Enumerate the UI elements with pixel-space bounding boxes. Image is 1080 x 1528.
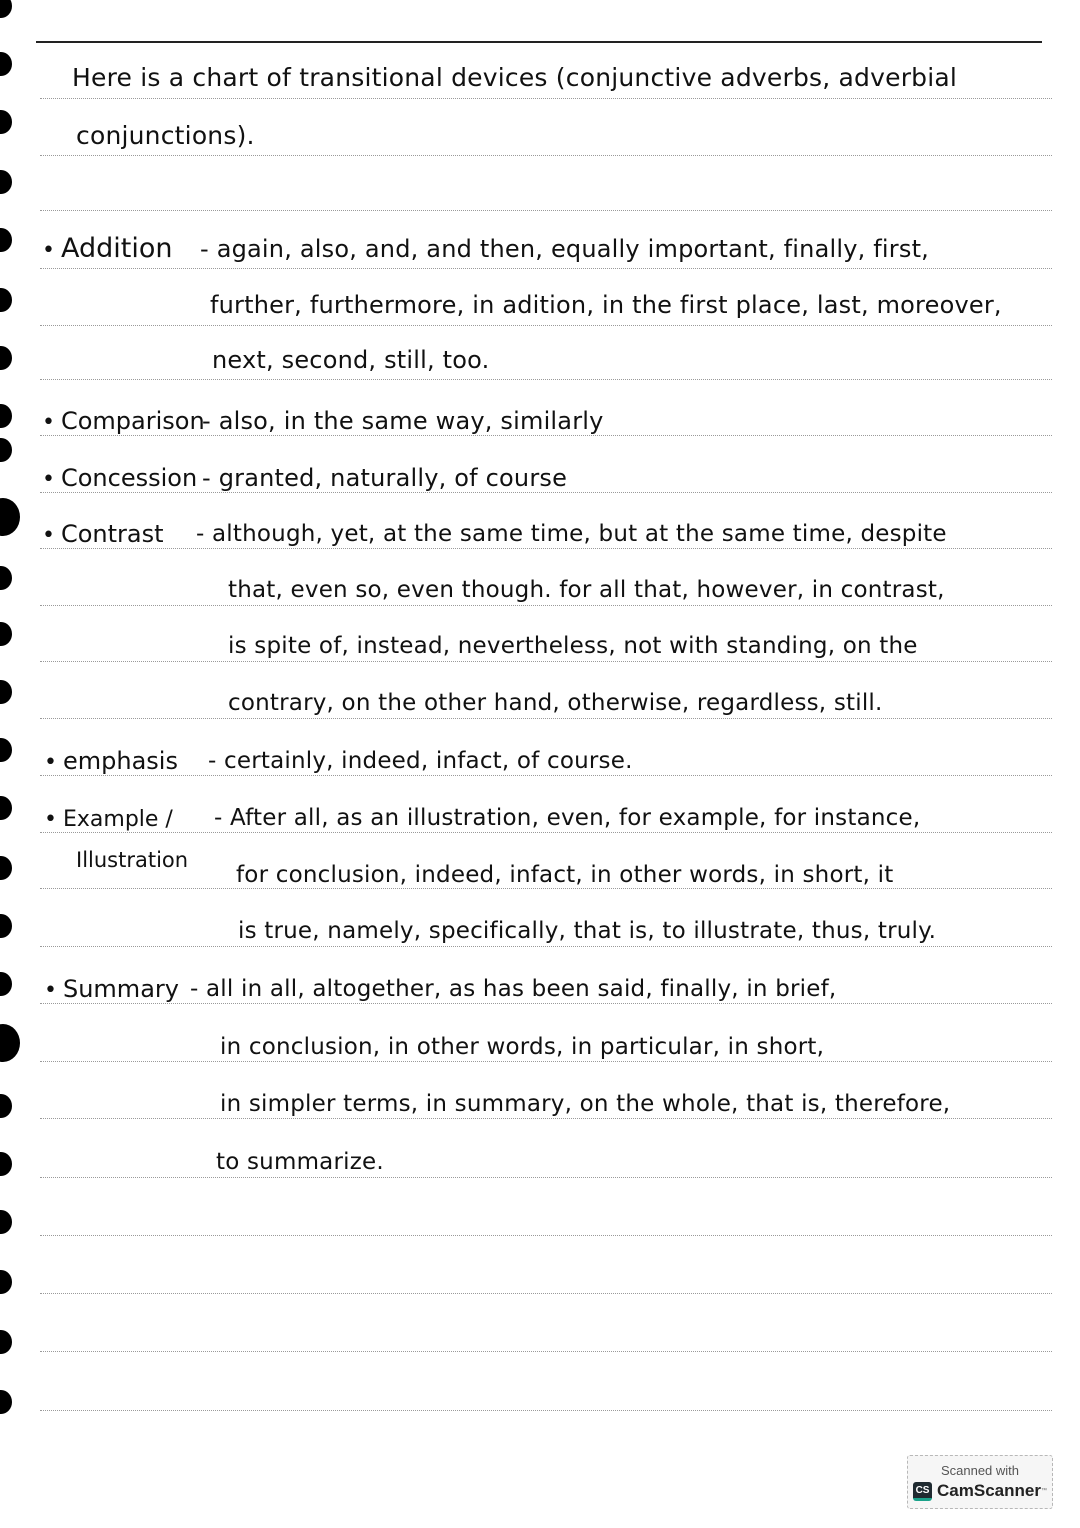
example-line-3: is true, namely, specifically, that is, to illustrate, thus, truly. <box>238 918 937 944</box>
category-emphasis <box>44 745 178 779</box>
binding-hole <box>0 1330 12 1354</box>
concession-line-1: - granted, naturally, of course <box>202 464 568 492</box>
contrast-line-4: contrary, on the other hand, otherwise, regardless, still. <box>228 690 883 716</box>
bullet-icon: • <box>42 467 55 492</box>
contrast-line-2: that, even so, even though. for all that, however, in contrast, <box>228 577 945 603</box>
binding-hole <box>0 404 12 428</box>
emphasis-line-1: - certainly, indeed, infact, of course. <box>208 748 633 774</box>
trademark-symbol: ™ <box>1040 1488 1047 1494</box>
intro-line-1: Here is a chart of transitional devices (conjunctive adverbs, adverbial <box>72 63 958 92</box>
category-summary <box>44 973 179 1007</box>
binding-hole <box>0 498 20 536</box>
category-contrast <box>42 518 164 552</box>
intro-line-2: conjunctions). <box>76 121 255 150</box>
camscanner-brand <box>908 1481 1052 1501</box>
category-label: Comparison <box>60 407 205 435</box>
ruled-line <box>40 210 1052 211</box>
binding-hole <box>0 566 12 590</box>
binding-hole <box>0 0 12 18</box>
addition-line-2: further, furthermore, in adition, in the first place, last, moreover, <box>210 291 1002 319</box>
binding-hole <box>0 738 12 762</box>
summary-line-1: - all in all, altogether, as has been said, finally, in brief, <box>190 976 837 1002</box>
category-concession <box>42 462 197 496</box>
camscanner-brand-name: CamScanner <box>937 1481 1041 1500</box>
binding-hole <box>0 1152 12 1176</box>
binding-hole <box>0 170 12 194</box>
example-line-1: - After all, as an illustration, even, for example, for instance, <box>214 805 921 831</box>
ruled-line <box>40 1177 1052 1178</box>
category-addition <box>42 233 172 267</box>
bullet-icon: • <box>42 523 55 548</box>
summary-line-2: in conclusion, in other words, in particular, in short, <box>220 1034 825 1060</box>
binding-hole <box>0 972 12 996</box>
binding-hole <box>0 1024 20 1062</box>
binding-hole <box>0 1270 12 1294</box>
binding-hole <box>0 110 12 134</box>
binding-hole <box>0 1094 12 1118</box>
category-label: emphasis <box>62 747 178 775</box>
contrast-line-1: - although, yet, at the same time, but at the same time, despite <box>196 521 947 547</box>
category-example <box>44 804 173 836</box>
example-line-2: for conclusion, indeed, infact, in other words, in short, it <box>236 862 894 888</box>
top-rule <box>36 41 1042 43</box>
bullet-icon: • <box>42 238 55 263</box>
binding-hole <box>0 796 12 820</box>
binding-hole <box>0 438 12 462</box>
ruled-line <box>40 1351 1052 1352</box>
bullet-icon: • <box>44 750 57 775</box>
binding-hole <box>0 288 12 312</box>
summary-line-3: in simpler terms, in summary, on the whole, that is, therefore, <box>220 1091 951 1117</box>
summary-line-4: to summarize. <box>216 1149 384 1175</box>
binding-hole <box>0 52 12 76</box>
addition-line-3: next, second, still, too. <box>212 346 490 374</box>
camscanner-watermark <box>907 1455 1053 1509</box>
contrast-line-3: is spite of, instead, nevertheless, not with standing, on the <box>228 633 918 659</box>
ruled-line <box>40 98 1052 99</box>
binding-hole <box>0 1390 12 1414</box>
category-label: Contrast <box>60 520 164 548</box>
camscanner-logo-icon: CS <box>913 1482 932 1501</box>
category-label: Concession <box>60 464 198 492</box>
category-label: Addition <box>60 233 173 264</box>
category-label-illustration: Illustration <box>76 848 189 872</box>
bullet-icon: • <box>44 978 57 1003</box>
ruled-line <box>40 1410 1052 1411</box>
comparison-line-1: - also, in the same way, similarly <box>202 407 604 435</box>
binding-hole <box>0 346 12 370</box>
ruled-line <box>40 379 1052 380</box>
binding-hole <box>0 622 12 646</box>
binding-hole <box>0 680 12 704</box>
ruled-line <box>40 268 1052 269</box>
scanned-with-text: Scanned with <box>940 1463 1020 1478</box>
bullet-icon: • <box>42 410 55 435</box>
ruled-line <box>40 1293 1052 1294</box>
binding-hole <box>0 1210 12 1234</box>
category-comparison <box>42 405 205 439</box>
category-label: Summary <box>62 975 179 1003</box>
category-label: Example / <box>62 807 173 832</box>
ruled-line <box>40 155 1052 156</box>
ruled-line <box>40 1235 1052 1236</box>
bullet-icon: • <box>44 807 57 832</box>
ruled-line <box>40 325 1052 326</box>
binding-hole <box>0 856 12 880</box>
binding-hole <box>0 914 12 938</box>
binding-hole <box>0 228 12 252</box>
addition-line-1: - again, also, and, and then, equally important, finally, first, <box>200 235 930 263</box>
